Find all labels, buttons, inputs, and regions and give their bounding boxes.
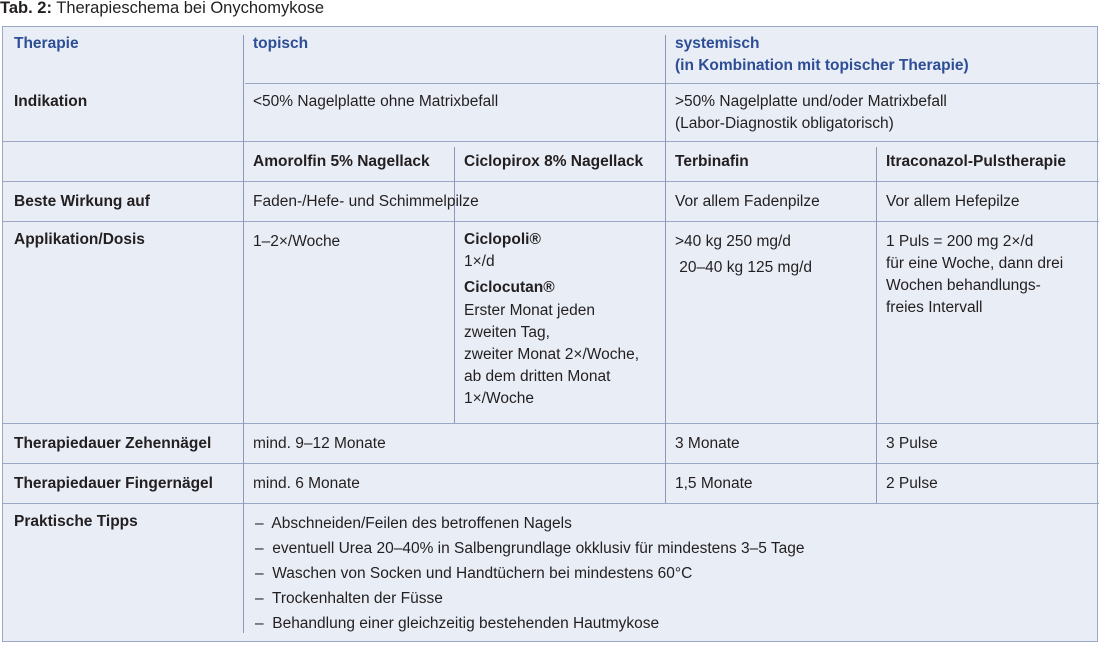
- tip-item: – Behandlung einer gleichzeitig bestehenden Hautmykose: [255, 615, 660, 632]
- drug-amorolfin: Amorolfin 5% Nagellack: [253, 153, 430, 170]
- drug-terbinafin: Terbinafin: [675, 153, 749, 170]
- table-caption-title: Therapieschema bei Onychomykose: [56, 0, 325, 17]
- column-divider: [665, 35, 666, 423]
- tip-item: – Trockenhalten der Füsse: [255, 590, 443, 607]
- dosage-ciclocutan-line: 1×/Woche: [464, 390, 534, 407]
- row-divider: [3, 423, 1099, 424]
- best-effect-itraconazol: Vor allem Hefepilze: [886, 193, 1020, 210]
- row-divider: [3, 503, 1099, 504]
- row-divider: [3, 141, 1099, 142]
- column-divider: [665, 423, 666, 503]
- row-label-best-effect: Beste Wirkung auf: [14, 193, 150, 210]
- fingers-itraconazol: 2 Pulse: [886, 475, 938, 492]
- row-label-toes: Therapiedauer Zehennägel: [14, 435, 212, 452]
- dosage-itraconazol-line: für eine Woche, dann drei: [886, 255, 1064, 272]
- header-systemic: systemisch: [675, 35, 760, 52]
- table-caption: [0, 0, 324, 20]
- toes-terbinafin: 3 Monate: [675, 435, 740, 452]
- drug-ciclopirox: Ciclopirox 8% Nagellack: [464, 153, 644, 170]
- dosage-terbinafin-line: >40 kg 250 mg/d: [675, 233, 791, 250]
- tip-item: – Waschen von Socken und Handtüchern bei mindestens 60°C: [255, 565, 693, 582]
- dosage-ciclocutan-name: Ciclocutan®: [464, 279, 555, 296]
- header-systemic-note: (in Kombination mit topischer Therapie): [675, 57, 969, 74]
- dosage-itraconazol-line: 1 Puls = 200 mg 2×/d: [886, 233, 1034, 250]
- dosage-itraconazol-line: freies Intervall: [886, 299, 983, 316]
- dosage-ciclopoli-name: Ciclopoli®: [464, 231, 541, 248]
- fingers-topical: mind. 6 Monate: [253, 475, 360, 492]
- drug-itraconazol: Itraconazol-Pulstherapie: [886, 153, 1067, 170]
- indication-systemic: >50% Nagelplatte und/oder Matrixbefall: [675, 93, 947, 110]
- tip-item: – eventuell Urea 20–40% in Salbengrundlage okklusiv für mindestens 3–5 Tage: [255, 540, 805, 557]
- dosage-terbinafin-line: 20–40 kg 125 mg/d: [675, 259, 813, 276]
- toes-itraconazol: 3 Pulse: [886, 435, 938, 452]
- indication-systemic-note: (Labor-Diagnostik obligatorisch): [675, 115, 894, 132]
- dosage-itraconazol-line: Wochen behandlungs-: [886, 277, 1041, 294]
- row-divider: [3, 463, 1099, 464]
- row-divider: [3, 181, 1099, 182]
- row-divider: [3, 221, 1099, 222]
- therapy-table: [2, 26, 1098, 642]
- row-label-indication: Indikation: [14, 93, 88, 110]
- row-divider: [245, 83, 1100, 84]
- column-divider: [454, 147, 455, 423]
- dosage-ciclocutan-line: ab dem dritten Monat: [464, 368, 611, 385]
- indication-topical: <50% Nagelplatte ohne Matrixbefall: [253, 93, 499, 110]
- fingers-terbinafin: 1,5 Monate: [675, 475, 753, 492]
- header-topical: topisch: [253, 35, 309, 52]
- column-divider: [243, 35, 244, 633]
- table-caption-label: Tab. 2:: [0, 0, 52, 17]
- row-label-dosage: Applikation/Dosis: [14, 231, 145, 248]
- column-divider: [876, 423, 877, 503]
- header-therapy: Therapie: [14, 35, 79, 52]
- dosage-ciclocutan-line: zweiten Tag,: [464, 324, 550, 341]
- dosage-ciclopoli-dose: 1×/d: [464, 253, 495, 270]
- row-label-tips: Praktische Tipps: [14, 513, 138, 530]
- dosage-amorolfin: 1–2×/Woche: [253, 233, 341, 250]
- best-effect-terbinafin: Vor allem Fadenpilze: [675, 193, 820, 210]
- dosage-ciclocutan-line: zweiter Monat 2×/Woche,: [464, 346, 640, 363]
- toes-topical: mind. 9–12 Monate: [253, 435, 386, 452]
- tip-item: – Abschneiden/Feilen des betroffenen Nagels: [255, 515, 572, 532]
- column-divider: [876, 147, 877, 423]
- dosage-ciclocutan-line: Erster Monat jeden: [464, 302, 595, 319]
- best-effect-topical: Faden-/Hefe- und Schimmelpilze: [253, 193, 479, 210]
- row-label-fingers: Therapiedauer Fingernägel: [14, 475, 213, 492]
